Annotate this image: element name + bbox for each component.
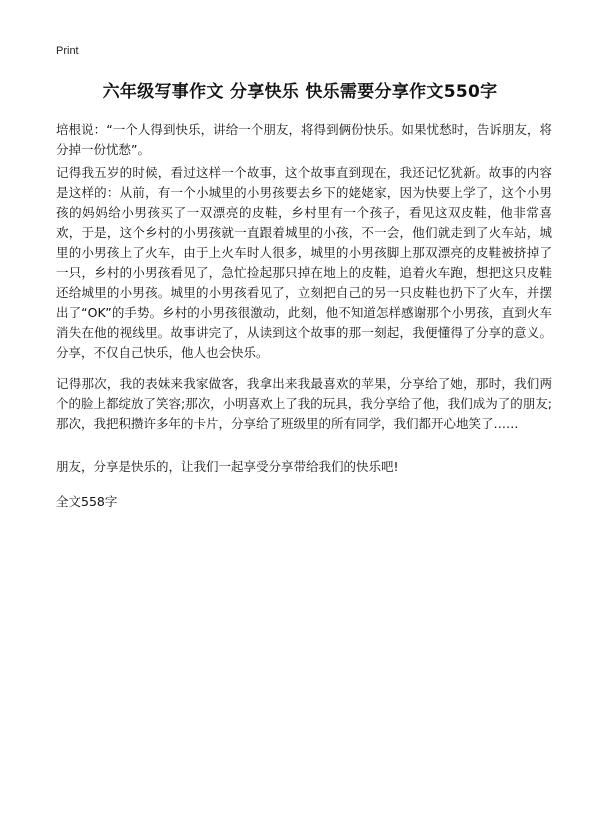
article-title: 六年级写事作文 分享快乐 快乐需要分享作文550字 — [102, 82, 498, 102]
word-count: 全文558字 — [56, 494, 118, 509]
paragraph-sharing-examples: 记得那次，我的表妹来我家做客，我拿出来我最喜欢的苹果，分享给了她，那时，我们两个的脸上都绽放了笑容;那次，小明喜欢上了我的玩具，我分享给了他，我们成为了的朋友;那次，我把积攒许多年的卡片，分享给了班级里的所有同学，我们都开心地笑了…… — [56, 376, 552, 431]
print-label[interactable]: Print — [56, 45, 79, 57]
paragraph-story: 记得我五岁的时候，看过这样一个故事，这个故事直到现在，我还记忆犹新。故事的内容是这样的：从前，有一个小城里的小男孩要去乡下的姥姥家，因为快要上学了，这个小男孩的妈妈给小男孩买了一双漂亮的皮鞋，乡村里有一个孩子，看见这双皮鞋，他非常喜欢，于是，这个乡村的小男孩就一直跟着城里的小孩，不一会，他们就走到了火车站，城里的小男孩上了火车，由于上火车时人很多，城里的小男孩脚上那双漂亮的皮鞋被挤掉了一只，乡村的小男孩看见了，急忙捡起那只掉在地上的皮鞋，追着火车跑，想把这只皮鞋还给城里的小男孩。城里的小男孩看见了，立刻把自己的另一只皮鞋也扔下了火车，并摆出了“OK”的手势。乡村的小男孩很激动，此刻，他不知道怎样感谢那个小男孩，直到火车消失在他的视线里。故事讲完了，从读到这个故事的那一刻起，我便懂得了分享的意义。分享，不仅自己快乐，他人也会快乐。 — [56, 165, 552, 360]
paragraph-closing: 朋友，分享是快乐的，让我们一起享受分享带给我们的快乐吧! — [56, 459, 399, 474]
paragraph-quote: 培根说：“一个人得到快乐，讲给一个朋友，将得到俩份快乐。如果忧愁时，告诉朋友，将分掉一份忧愁”。 — [56, 122, 552, 157]
